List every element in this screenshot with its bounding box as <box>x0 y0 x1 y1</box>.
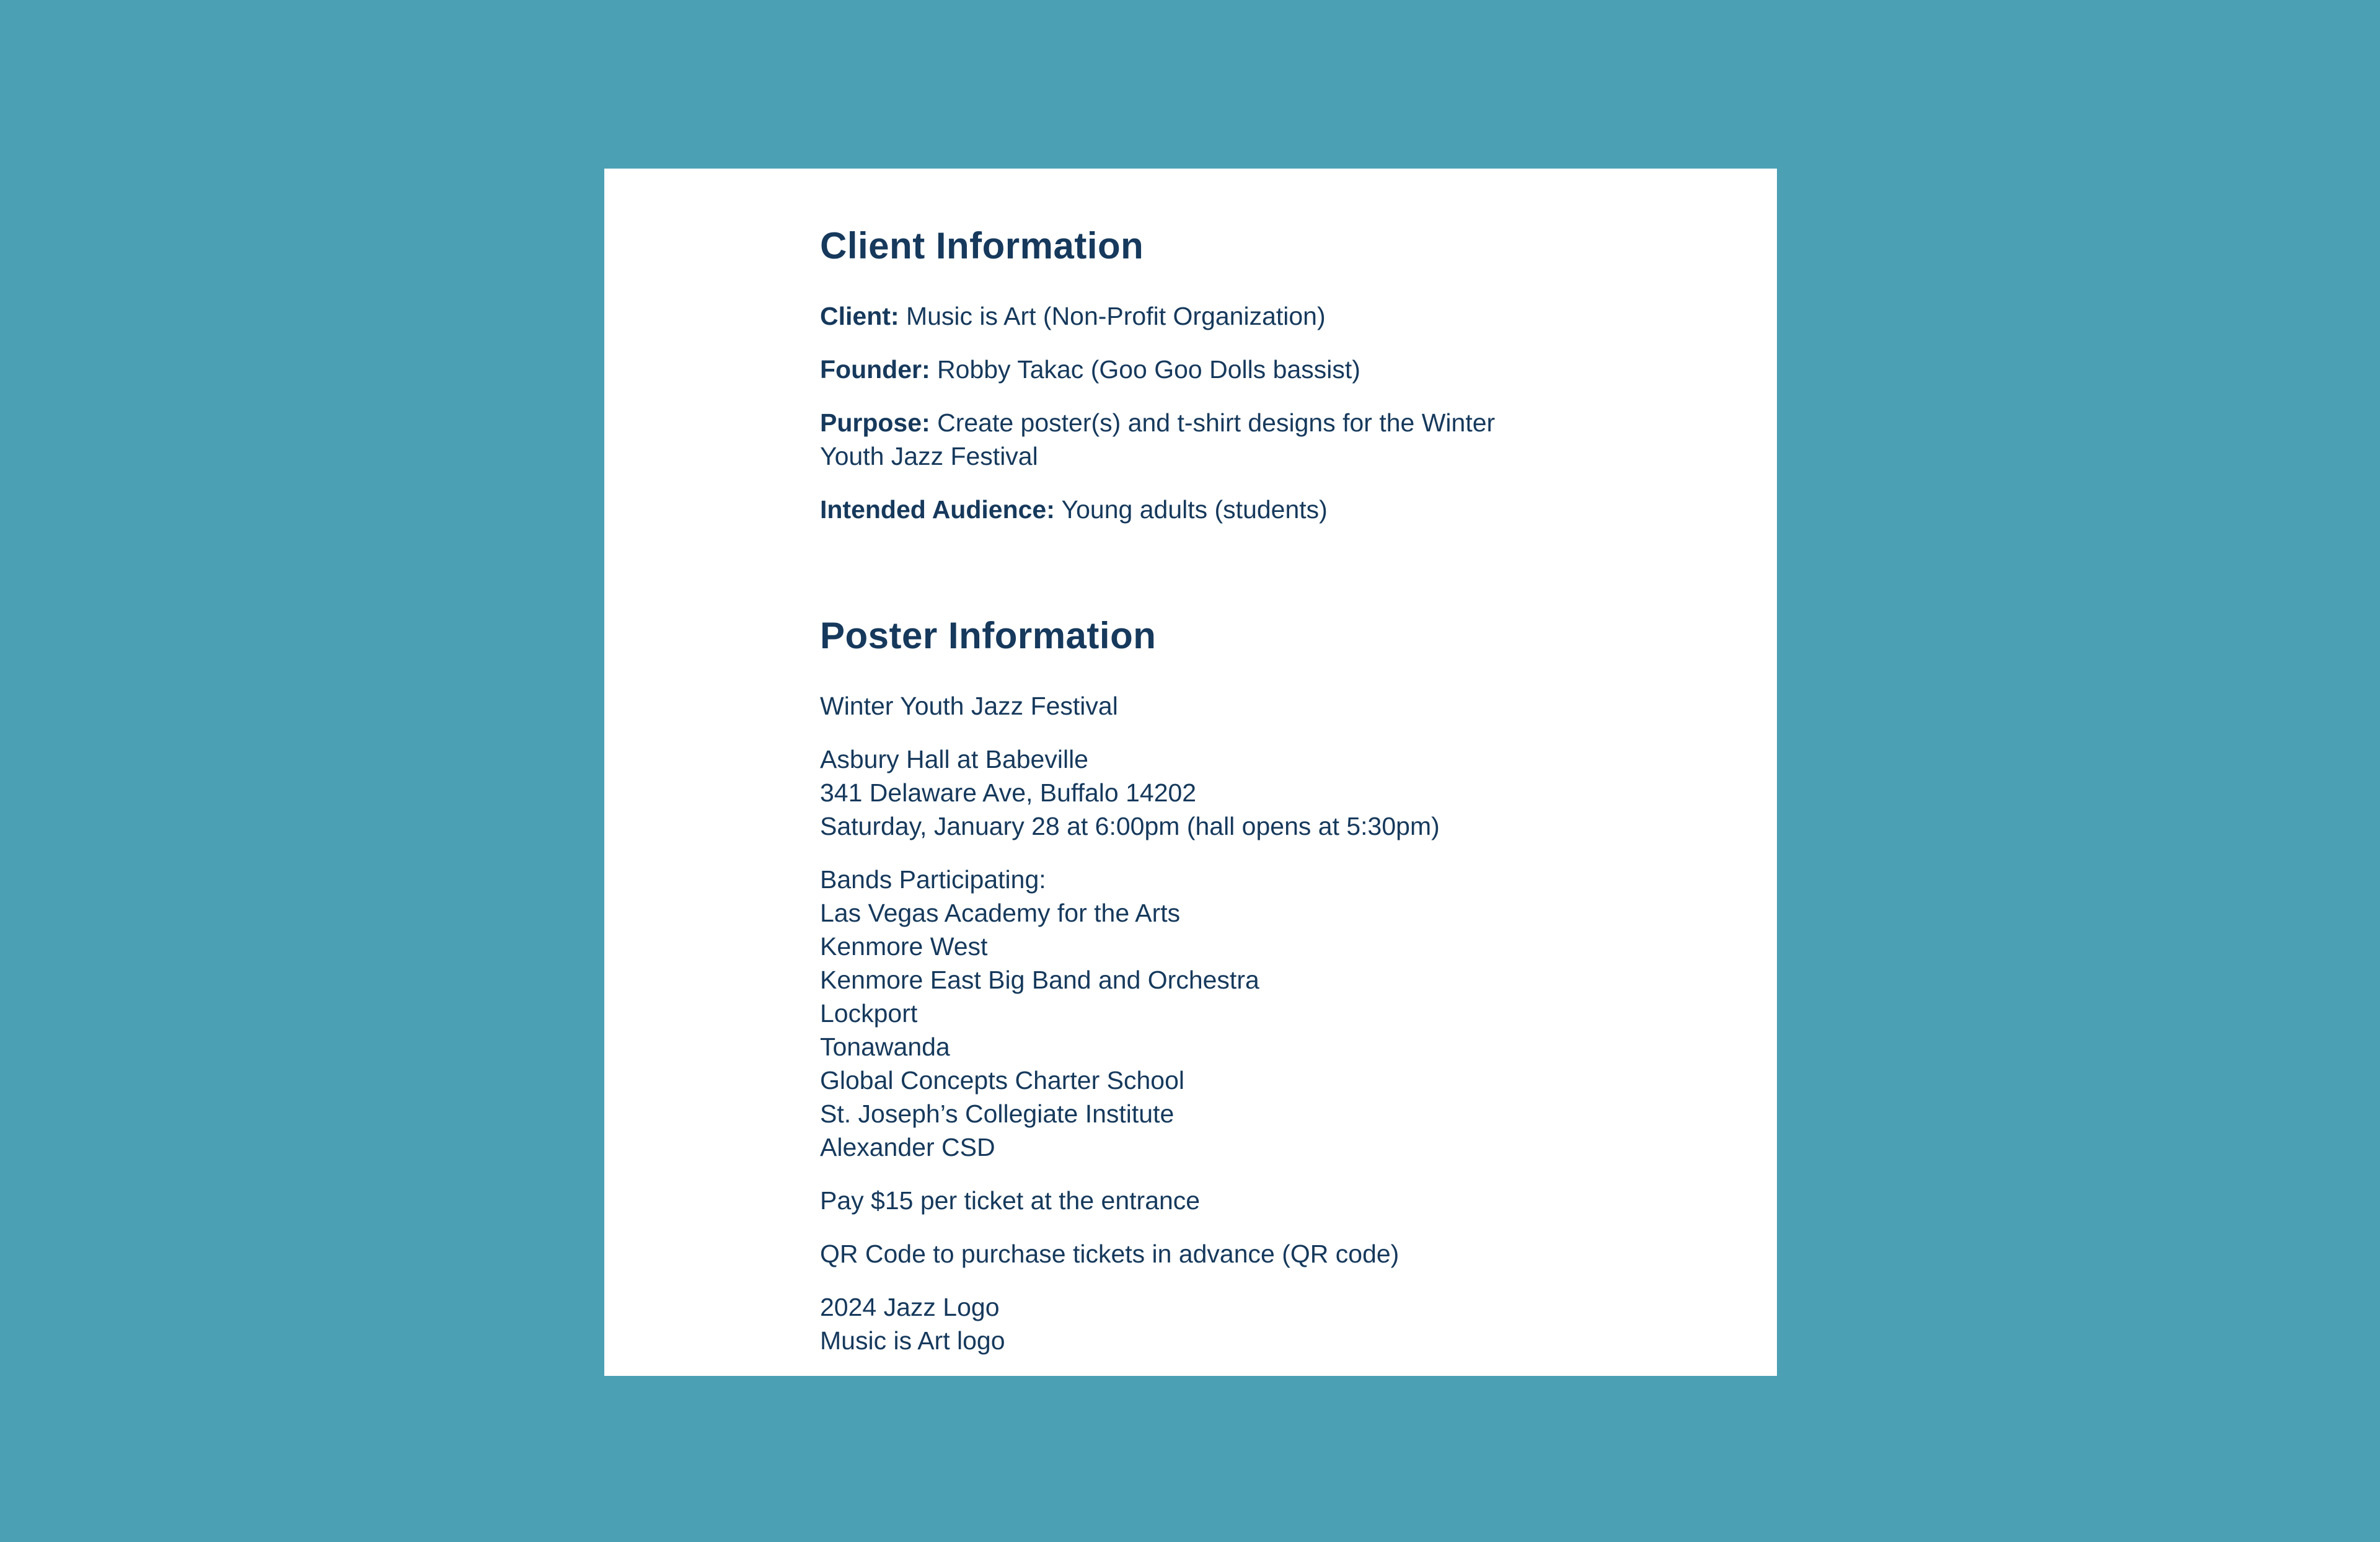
poster-paragraph: Winter Youth Jazz Festival <box>820 692 1118 720</box>
client-field: Founder: Robby Takac (Goo Goo Dolls bassist) <box>820 355 1360 384</box>
poster-paragraph: QR Code to purchase tickets in advance (QR code) <box>820 1240 1399 1268</box>
client-field: Intended Audience: Young adults (students) <box>820 495 1328 524</box>
poster-paragraph: Pay $15 per ticket at the entrance <box>820 1186 1201 1215</box>
poster-paragraph: Asbury Hall at Babeville 341 Delaware Ave, Buffalo 14202 Saturday, January 28 at 6:00pm (hall opens at 5:30pm) <box>820 745 1440 840</box>
section-gap <box>820 546 1570 614</box>
poster-information-title: Poster Information <box>820 615 1157 656</box>
client-field: Purpose: Create poster(s) and t-shirt designs for the Winter Youth Jazz Festival <box>820 408 1496 470</box>
client-field-label: Intended Audience: <box>820 495 1055 524</box>
card-content <box>820 224 1570 1377</box>
client-fields <box>820 299 1570 526</box>
client-information-title: Client Information <box>820 225 1144 267</box>
client-field-label: Client: <box>820 302 899 330</box>
poster-paragraph: 2024 Jazz Logo Music is Art logo <box>820 1293 1005 1355</box>
client-field: Client: Music is Art (Non-Profit Organization) <box>820 302 1326 330</box>
poster-paragraphs <box>820 689 1570 1357</box>
client-field-label: Founder: <box>820 355 930 384</box>
poster-paragraph: Bands Participating: Las Vegas Academy for the Arts Kenmore West Kenmore East Big Band and Orchestra Lockport Tonawanda Global Concepts Charter School St. Joseph’s Collegiate Institute Alexander CSD <box>820 865 1259 1161</box>
client-field-label: Purpose: <box>820 408 930 437</box>
brief-card <box>604 169 1777 1376</box>
